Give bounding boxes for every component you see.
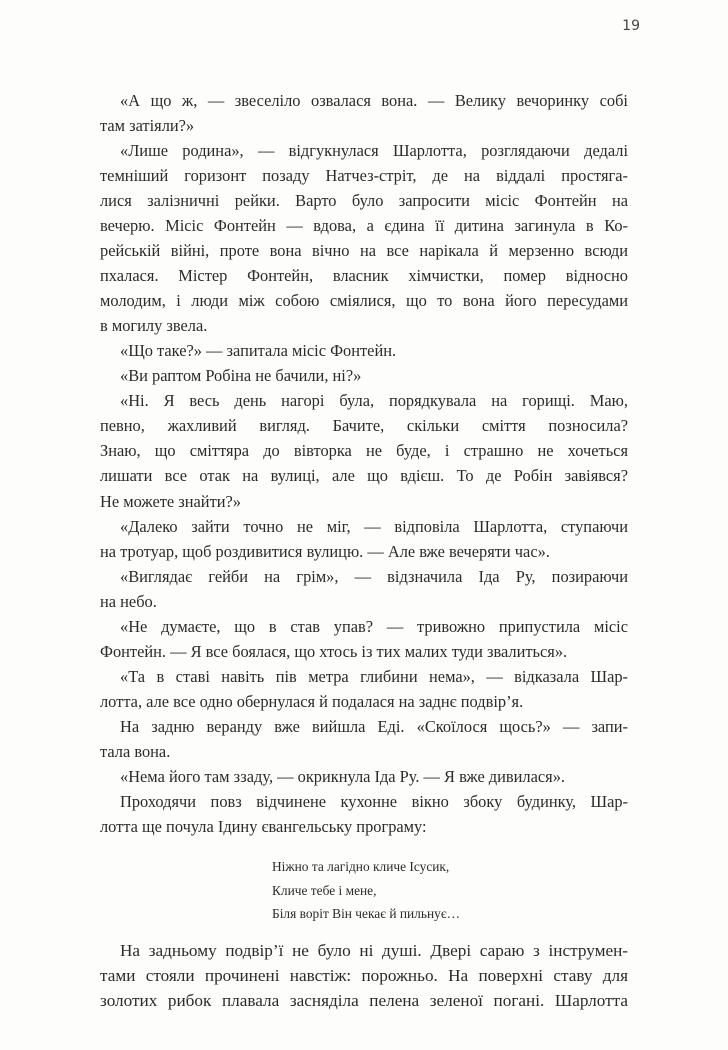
- text-line: Проходячи повз відчинене кухонне вікно збоку будинку, Шар-: [120, 792, 628, 812]
- text-line: Знаю, що сміттяра до вівторка не буде, і страшно не хочеться: [100, 441, 628, 461]
- text-line: тами стояли прочинені навстіж: порожньо. На поверхні ставу для: [100, 965, 628, 985]
- text-line: лотта, але все одно обернулася й подалася на заднє подвір’я.: [100, 692, 524, 711]
- text-line: певно, жахливий вигляд. Бачите, скільки сміття позносила?: [100, 416, 628, 436]
- text-line: «Не думаєте, що в став упав? — тривожно припустила місіс: [120, 616, 628, 636]
- text-line: Не можете знайти?»: [100, 491, 241, 511]
- text-line: тала вона.: [100, 742, 171, 762]
- text-line: «Виглядає гейби на грім», — відзначила Іда Ру, позираючи: [120, 566, 628, 586]
- text-line: на тротуар, щоб роздивитися вулицю. — Але вже вечеряти час».: [100, 541, 550, 561]
- text-line: «Та в ставі навіть пів метра глибини нема», — відказала Шар-: [120, 666, 628, 686]
- text-line: на небо.: [100, 591, 157, 611]
- poem-line: Кличе тебе і мене,: [272, 882, 377, 898]
- text-line: темніший горизонт позаду Натчез-стріт, де на віддалі простяга-: [100, 165, 628, 185]
- text-line: молодим, і люди між собою сміялися, що то вона його пересудами: [100, 291, 628, 310]
- text-line: золотих рибок плавала засняділа пелена зеленої погані. Шарлотта: [100, 990, 628, 1010]
- text-line: На задньому подвір’ї не було ні душі. Двері сараю з інструмен-: [120, 940, 628, 960]
- text-line: «Ні. Я весь день нагорі була, порядкувала на горищі. Маю,: [120, 391, 628, 411]
- text-line: вечерю. Місіс Фонтейн — вдова, а єдина її дитина загинула в Ко-: [100, 215, 628, 235]
- text-line: в могилу звела.: [100, 316, 208, 336]
- poem-line: Ніжно та лагідно кличе Ісусик,: [272, 859, 450, 874]
- text-line: пхалася. Містер Фонтейн, власник хімчистки, помер відносно: [100, 265, 628, 285]
- text-line: рейській війні, проте вона вічно на все нарікала й мерзенно всюди: [100, 240, 628, 260]
- text-line: «А що ж, — звеселіло озвалася вона. — Велику вечоринку собі: [120, 90, 628, 110]
- closing-paragraph: [100, 938, 628, 1013]
- poem-line: Біля воріт Він чекає й пильнує…: [272, 906, 460, 921]
- text-line: лися залізничні рейки. Варто було запросити місіс Фонтейн на: [100, 190, 628, 210]
- text-line: лишати все отак на вулиці, але що вдієш. То де Робін завіявся?: [100, 466, 628, 486]
- page-number: 19: [622, 18, 640, 34]
- text-line: На задню веранду вже вийшла Еді. «Скоїлося щось?» — запи-: [120, 717, 628, 737]
- text-line: лотта ще почула Ідину євангельську програму:: [100, 817, 427, 837]
- text-line: «Що таке?» — запитала місіс Фонтейн.: [120, 341, 397, 361]
- body-text: [100, 88, 628, 840]
- text-line: Фонтейн. — Я все боялася, що хтось із тих малих туди звалиться».: [100, 641, 568, 661]
- text-line: «Лише родина», — відгукнулася Шарлотта, розглядаючи дедалі: [120, 140, 628, 160]
- text-line: «Далеко зайти точно не міг, — відповіла Шарлотта, ступаючи: [120, 516, 628, 536]
- poem-verse: [272, 855, 460, 926]
- text-line: «Нема його там ззаду, — окрикнула Іда Ру. — Я вже дивилася».: [120, 767, 565, 787]
- text-line: «Ви раптом Робіна не бачили, ні?»: [120, 366, 362, 386]
- text-line: там затіяли?»: [100, 115, 195, 135]
